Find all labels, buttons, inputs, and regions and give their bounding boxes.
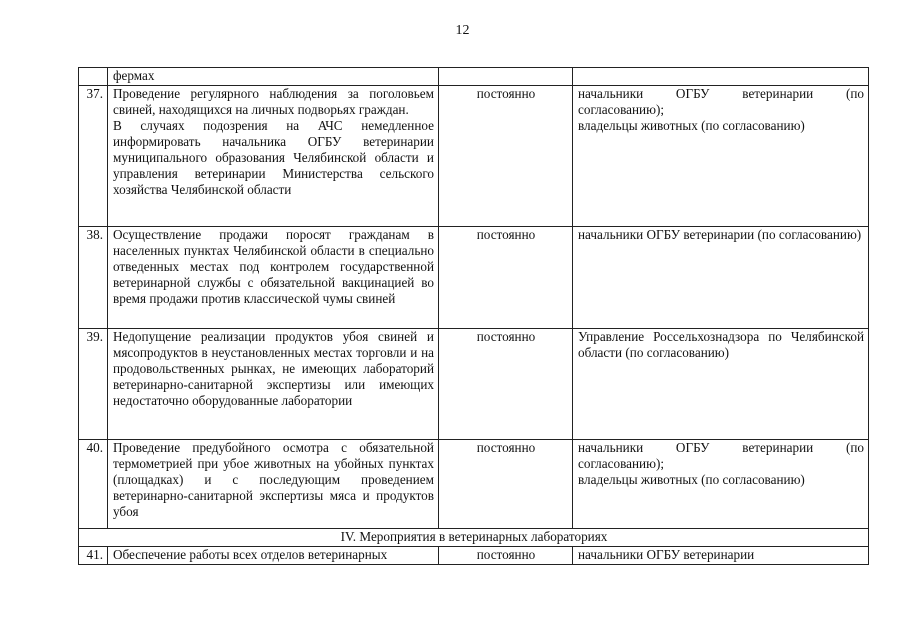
measure-responsible <box>573 68 869 86</box>
measure-term: постоянно <box>439 440 573 529</box>
measure-description <box>108 547 439 565</box>
measure-responsible <box>573 547 869 565</box>
row-number: 37. <box>79 86 108 227</box>
measure-responsible <box>573 329 869 440</box>
measure-description <box>108 68 439 86</box>
measure-term: постоянно <box>439 227 573 329</box>
table-row <box>79 547 869 565</box>
responsible-line: Управление Россельхознадзора по Челябинской области (по согласованию) <box>578 329 864 360</box>
section-row <box>79 529 869 547</box>
page-number: 12 <box>455 23 470 38</box>
measure-responsible <box>573 227 869 329</box>
measure-description <box>108 227 439 329</box>
measure-description <box>108 86 439 227</box>
row-number: 41. <box>79 547 108 565</box>
measure-term: постоянно <box>439 86 573 227</box>
measure-responsible <box>573 440 869 529</box>
table-row <box>79 329 869 440</box>
row-number <box>79 68 108 86</box>
measure-paragraph: Проведение регулярного наблюдения за поголовьем свиней, находящихся на личных подворьях граждан. <box>113 86 434 117</box>
responsible-line: начальники ОГБУ ветеринарии (по согласованию) <box>578 227 862 242</box>
row-number: 38. <box>79 227 108 329</box>
measure-term <box>439 68 573 86</box>
measure-term: постоянно <box>439 329 573 440</box>
table-row <box>79 440 869 529</box>
responsible-line: владельцы животных (по согласованию) <box>578 472 805 487</box>
section-title: IV. Мероприятия в ветеринарных лабораториях <box>79 529 869 547</box>
measure-paragraph: Проведение предубойного осмотра с обязательной термометрией при убое животных на убойных пунктах (площадках) и с последующим проведением ветеринарно-санитарной экспертизы мяса и продуктов убоя <box>113 440 434 519</box>
row-number: 39. <box>79 329 108 440</box>
measure-paragraph: Осуществление продажи поросят гражданам в населенных пунктах Челябинской области в специально отведенных местах под контролем государственной ветеринарной службы с обязательной вакцинацией во время продажи против классической чумы свиней <box>113 227 434 306</box>
measure-term: постоянно <box>439 547 573 565</box>
table-row <box>79 86 869 227</box>
row-number: 40. <box>79 440 108 529</box>
measure-paragraph: фермах <box>113 68 155 83</box>
measure-paragraph: Недопущение реализации продуктов убоя свиней и мясопродуктов в неустановленных местах торговли и на продовольственных рынках, не имеющих лабораторий ветеринарно-санитарной экспертизы или имеющих недостаточно оборудованные лаборатории <box>113 329 434 408</box>
measure-paragraph: Обеспечение работы всех отделов ветеринарных <box>113 547 388 562</box>
measure-responsible <box>573 86 869 227</box>
responsible-line: начальники ОГБУ ветеринарии <box>578 547 755 562</box>
measure-paragraph: В случаях подозрения на АЧС немедленное информировать начальника ОГБУ ветеринарии муниципального образования Челябинской области и управления ветеринарии Министерства сельского хозяйства Челябинской области <box>113 118 434 197</box>
measure-description <box>108 440 439 529</box>
measures-table <box>78 67 869 565</box>
responsible-line: начальники ОГБУ ветеринарии (по согласованию); <box>578 86 864 117</box>
responsible-line: владельцы животных (по согласованию) <box>578 118 805 133</box>
table-row <box>79 227 869 329</box>
table-row <box>79 68 869 86</box>
responsible-line: начальники ОГБУ ветеринарии (по согласованию); <box>578 440 864 471</box>
measure-description <box>108 329 439 440</box>
